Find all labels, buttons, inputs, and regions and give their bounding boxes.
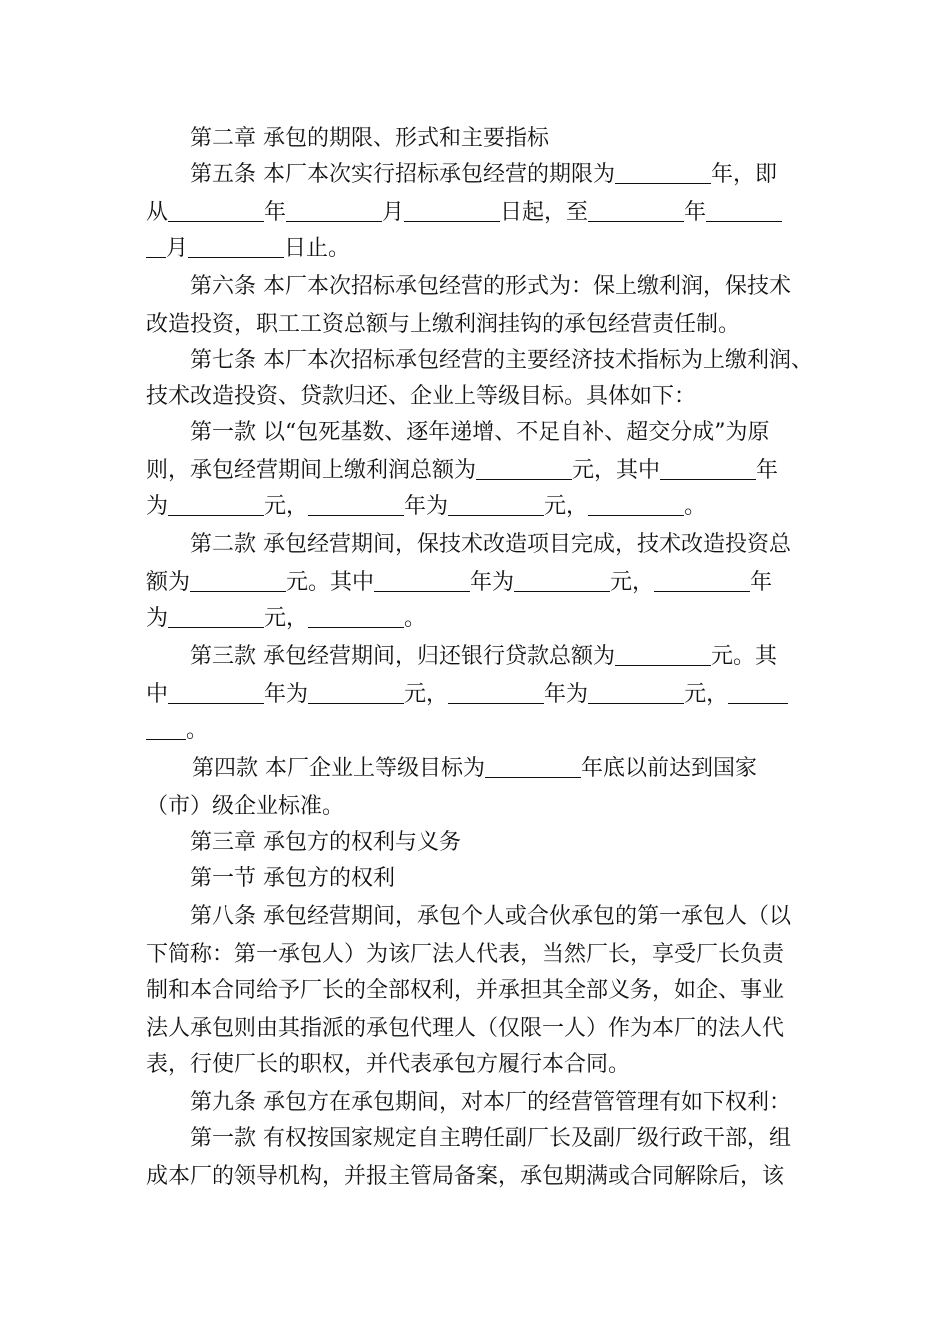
article-9-line-1: 第九条 承包方在承包期间，对本厂的经营管管理有如下权利： [190,1090,791,1115]
clause-2-text: 元。其中 [286,570,375,595]
article-5-text: 日止。 [284,236,351,261]
clause-2-line-3 [146,604,426,634]
blank-field[interactable] [146,717,186,740]
article-5-line-2 [146,198,782,228]
clause-3-text: 年为 [264,682,309,707]
article-8-line-5: 表，行使厂长的职权，并代表承包方履行本合同。 [146,1052,631,1077]
section-1-title: 第一节 承包方的权利 [190,866,395,891]
clause-2-line-2 [146,568,772,598]
clause-1-text: 。 [684,494,707,519]
clause-4-line-2: （市）级企业标准。 [146,794,345,819]
clause-1-line-2 [146,456,778,486]
clause-3-line-3 [146,716,208,746]
article-5-text: 日起，至 [500,200,589,225]
clause-3-line-1 [190,642,777,672]
blank-field[interactable] [588,493,684,516]
article-5-line-1 [190,160,777,190]
article-5-text: 从 [146,200,169,225]
article-8-line-1: 第八条 承包经营期间，承包个人或合伙承包的第一承包人（以 [190,904,791,929]
article-5-text: 年 [684,200,707,225]
clause-3-text: 年为 [544,682,589,707]
blank-field[interactable] [728,681,788,704]
blank-field[interactable] [168,199,264,222]
blank-field[interactable] [476,457,572,480]
article-6-line-1: 第六条 本厂本次招标承包经营的形式为：保上缴利润，保技术 [190,274,791,299]
blank-field[interactable] [448,681,544,704]
blank-field[interactable] [168,605,264,628]
clause-1-text: 年为 [404,494,449,519]
clause-1-text: 为 [146,494,169,519]
clause-2-text: 元， [264,606,309,631]
article-9-clause-1-line-1: 第一款 有权按国家规定自主聘任副厂长及副厂级行政干部，组 [190,1126,791,1151]
clause-3-text: 中 [146,682,169,707]
article-5-text: 月 [166,236,189,261]
clause-3-text: 元。其 [711,644,778,669]
clause-1-text: 元， [544,494,589,519]
blank-field[interactable] [588,199,684,222]
clause-2-text: 年为 [470,570,515,595]
blank-field[interactable] [168,493,264,516]
clause-1-text: 元，其中 [572,458,661,483]
blank-field[interactable] [706,199,782,222]
article-8-line-4: 法人承包则由其指派的承包代理人（仅限一人）作为本厂的法人代 [146,1016,785,1041]
clause-4-text: 年底以前达到国家 [581,756,758,781]
clause-1-text: 年 [756,458,779,483]
article-8-line-2: 下简称：第一承包人）为该厂法人代表，当然厂长，享受厂长负责 [146,942,785,967]
clause-3-text: 元， [684,682,729,707]
blank-field[interactable] [588,681,684,704]
blank-field[interactable] [286,199,382,222]
blank-field[interactable] [514,569,610,592]
blank-field[interactable] [448,493,544,516]
clause-4-text: 第四款 本厂企业上等级目标为 [192,756,485,781]
blank-field[interactable] [615,643,711,666]
article-8-line-3: 制和本合同给予厂长的全部权利，并承担其全部义务，如企、事业 [146,978,785,1003]
blank-field[interactable] [168,681,264,704]
article-7-line-2: 技术改造投资、贷款归还、企业上等级目标。具体如下： [146,384,697,409]
clause-2-text: 为 [146,606,169,631]
article-6-line-2: 改造投资，职工工资总额与上缴利润挂钩的承包经营责任制。 [146,312,741,337]
blank-field[interactable] [404,199,500,222]
clause-1-text: 元， [264,494,309,519]
article-7-line-1: 第七条 本厂本次招标承包经营的主要经济技术指标为上缴利润、 [190,348,813,373]
blank-field[interactable] [146,235,166,258]
blank-field[interactable] [308,681,404,704]
clause-3-text: 。 [186,718,209,743]
clause-3-text: 元， [404,682,449,707]
blank-field[interactable] [308,493,404,516]
clause-1-text: 则，承包经营期间上缴利润总额为 [146,458,477,483]
clause-3-text: 第三款 承包经营期间，归还银行贷款总额为 [190,644,615,669]
article-5-text: 年，即 [711,162,778,187]
chapter-3-title: 第三章 承包方的权利与义务 [190,830,461,855]
clause-1-line-1: 第一款 以“包死基数、逐年递增、不足自补、超交分成”为原 [190,420,770,445]
clause-1-line-3 [146,492,706,522]
blank-field[interactable] [374,569,470,592]
clause-4-line-1 [192,754,757,784]
chapter-2-title-text: 第二章 承包的期限、形式和主要指标 [190,126,549,151]
article-5-line-3 [146,234,350,264]
article-5-text: 年 [264,200,287,225]
article-9-clause-1-line-2: 成本厂的领导机构，并报主管局备案，承包期满或合同解除后，该 [146,1164,785,1189]
clause-2-line-1: 第二款 承包经营期间，保技术改造项目完成，技术改造投资总 [190,532,791,557]
clause-2-text: 元， [610,570,655,595]
blank-field[interactable] [485,755,581,778]
article-5-text: 月 [382,200,405,225]
blank-field[interactable] [660,457,756,480]
blank-field[interactable] [188,235,284,258]
clause-3-line-2 [146,680,788,710]
article-5-text: 第五条 本厂本次实行招标承包经营的期限为 [190,162,615,187]
blank-field[interactable] [654,569,750,592]
clause-2-text: 额为 [146,570,191,595]
clause-2-text: 年 [750,570,773,595]
blank-field[interactable] [615,161,711,184]
blank-field[interactable] [308,605,404,628]
chapter-2-title [190,124,549,154]
clause-2-text: 。 [404,606,427,631]
blank-field[interactable] [190,569,286,592]
